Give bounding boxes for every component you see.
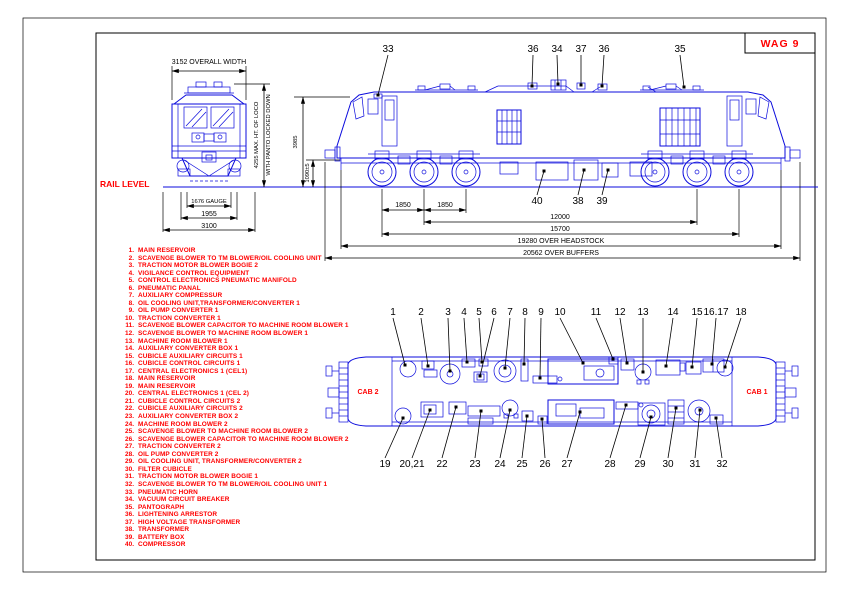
- bogie-2: [641, 151, 753, 186]
- parts-list-item: 32. SCAVENGE BLOWER TO TM BLOWER/OIL COOLING UNIT 1: [125, 480, 328, 488]
- roof-cap: [174, 95, 244, 104]
- callout-22: 22: [436, 459, 448, 470]
- front-view-dimensions: [163, 59, 350, 232]
- parts-list-item: 11. SCAVENGE BLOWER CAPACITOR TO MACHINE ROOM BLOWER 1: [125, 322, 349, 330]
- roof-equipment: [374, 80, 704, 98]
- callout-37: 37: [575, 44, 587, 55]
- callout-39: 39: [596, 196, 608, 207]
- side-view-drawing: [325, 80, 800, 186]
- nose-face-right: [776, 362, 785, 422]
- callout-25-target: [526, 415, 529, 418]
- parts-list-item: 39. BATTERY BOX: [125, 533, 185, 541]
- parts-list-item: 26. SCAVENGE BLOWER CAPACITOR TO MACHINE ROOM BLOWER 2: [125, 435, 349, 443]
- cab2-windshield: [353, 97, 364, 119]
- parts-list-item: 14. AUXILIARY CONVERTER BOX 1: [125, 345, 239, 353]
- callout-33: 33: [382, 44, 394, 55]
- callout-2: 2: [418, 307, 424, 318]
- callout-26-target: [541, 418, 544, 421]
- callout-15-target: [691, 366, 694, 369]
- parts-list-item: 21. CUBICLE CONTROL CIRCUITS 2: [125, 397, 241, 405]
- callout-35: 35: [674, 44, 686, 55]
- drawing-title: WAG 9: [760, 38, 800, 50]
- machine-room-grille-2: [660, 108, 700, 146]
- cab1-label: CAB 1: [746, 389, 768, 396]
- callout-10: 10: [554, 307, 566, 318]
- dim-15700: 15700: [550, 226, 570, 233]
- compressor-box: [536, 162, 568, 180]
- dim-1955: 1955: [201, 211, 217, 218]
- parts-list-item: 23. AUXILIARY CONVERTER BOX 2: [125, 413, 239, 421]
- parts-list-item: 5. CONTROL ELECTRONICS PNEUMATIC MANIFOLD: [128, 277, 297, 285]
- callout-16.17-target: [711, 363, 714, 366]
- callout-23: 23: [469, 459, 481, 470]
- callout-36-target: [531, 85, 534, 88]
- callout-15: 15: [691, 307, 703, 318]
- parts-list-item: 27. TRACTION CONVERTER 2: [125, 443, 221, 451]
- parts-list-item: 36. LIGHTENING ARRESTOR: [125, 511, 218, 519]
- callout-13-target: [642, 371, 645, 374]
- callout-23-target: [480, 410, 483, 413]
- callout-36-target: [601, 85, 604, 88]
- callout-8: 8: [522, 307, 528, 318]
- machine-room-grille-1: [497, 110, 521, 144]
- dim-overall-width: 3152 OVERALL WIDTH: [171, 59, 247, 66]
- parts-list-item: 17. CENTRAL ELECTRONICS 1 (CEL1): [125, 367, 248, 375]
- headlight-left: [192, 133, 204, 142]
- pantograph-2: [640, 84, 704, 90]
- parts-list-item: 20. CENTRAL ELECTRONICS 1 (CEL 2): [125, 390, 250, 398]
- dim-19280: 19280 OVER HEADSTOCK: [517, 238, 605, 245]
- dim-buffer-height: 1090±5: [305, 163, 311, 183]
- cab1-door: [727, 96, 742, 146]
- callout-32: 32: [716, 459, 728, 470]
- parts-list-item: 16. CUBICLE CONTROL CIRCUITS 1: [125, 360, 241, 368]
- callout-34: 34: [551, 44, 563, 55]
- parts-list-item: 6. PNEUMATIC PANAL: [128, 284, 201, 292]
- callout-24-target: [509, 409, 512, 412]
- callout-38: 38: [572, 196, 584, 207]
- callout-9-target: [539, 377, 542, 380]
- front-body: [172, 104, 246, 158]
- callout-29-target: [650, 416, 653, 419]
- callout-30-target: [675, 407, 678, 410]
- parts-list-item: 34. VACUUM CIRCUIT BREAKER: [125, 496, 230, 504]
- callout-18: 18: [735, 307, 747, 318]
- parts-list-item: 22. CUBICLE AUXILIARY CIRCUITS 2: [125, 405, 243, 413]
- dim-max-height-1: 4255 MAX. HT. OF LOCO: [254, 101, 260, 169]
- parts-list-item: 19. MAIN RESERVOIR: [125, 382, 196, 390]
- callout-8-target: [523, 363, 526, 366]
- side-body: [337, 92, 785, 158]
- parts-list-item: 2. SCAVENGE BLOWER TO TM BLOWER/OIL COOLING UNIT: [128, 254, 322, 262]
- callout-20,21: 20,21: [399, 459, 425, 470]
- callout-10-target: [582, 362, 585, 365]
- parts-list-item: 3. TRACTION MOTOR BLOWER BOGIE 2: [128, 262, 259, 270]
- callout-36: 36: [598, 44, 610, 55]
- callout-34-target: [557, 83, 560, 86]
- callout-25: 25: [516, 459, 528, 470]
- callout-28: 28: [604, 459, 616, 470]
- bogie-1: [368, 151, 480, 186]
- callout-39-target: [607, 169, 610, 172]
- callout-13: 13: [637, 307, 649, 318]
- callout-14: 14: [667, 307, 679, 318]
- callout-16.17: 16.17: [703, 307, 729, 318]
- parts-list-item: 7. AUXILIARY COMPRESSUR: [128, 292, 223, 300]
- dim-1850-a: 1850: [395, 202, 411, 209]
- plan-buffers-right: [785, 366, 798, 418]
- parts-list-item: 4. VIGILANCE CONTROL EQUIPMENT: [128, 269, 250, 277]
- callout-24: 24: [494, 459, 506, 470]
- callout-5: 5: [476, 307, 482, 318]
- callout-1: 1: [390, 307, 396, 318]
- side-view-top-callouts: [377, 44, 686, 97]
- dim-1850-b: 1850: [437, 202, 453, 209]
- callout-28-target: [625, 404, 628, 407]
- parts-list-item: 31. TRACTION MOTOR BLOWER BOGIE 1: [125, 473, 259, 481]
- parts-list: [119, 247, 469, 549]
- parts-list-item: 15. CUBICLE AUXILIARY CIRCUITS 1: [125, 352, 243, 360]
- callout-9: 9: [538, 307, 544, 318]
- dim-roof-height: 3985: [293, 135, 299, 149]
- callout-18-target: [724, 366, 727, 369]
- parts-list-item: 35. PANTOGRAPH: [125, 503, 185, 511]
- parts-list-item: 33. PNEUMATIC HORN: [125, 488, 198, 496]
- pantograph-1: [415, 84, 478, 90]
- rail-level-label: RAIL LEVEL: [100, 179, 150, 189]
- dim-12000: 12000: [550, 214, 570, 221]
- callout-26: 26: [539, 459, 551, 470]
- parts-list-item: 13. MACHINE ROOM BLOWER 1: [125, 337, 228, 345]
- callout-6-target: [479, 375, 482, 378]
- callout-27: 27: [561, 459, 573, 470]
- callout-30: 30: [662, 459, 674, 470]
- callout-11: 11: [590, 307, 602, 318]
- parts-list-item: 30. FILTER CUBICLE: [125, 465, 192, 473]
- parts-list-item: 28. OIL PUMP CONVERTER 2: [125, 450, 219, 458]
- parts-list-item: 38. TRANSFORMER: [125, 526, 190, 534]
- callout-40: 40: [531, 196, 543, 207]
- parts-list-item: 12. SCAVENGE BLOWER TO MACHINE ROOM BLOWER 1: [125, 330, 309, 338]
- battery-box: [602, 163, 618, 177]
- parts-list-item: 18. MAIN RESERVOIR: [125, 375, 196, 383]
- callout-19: 19: [379, 459, 391, 470]
- side-buffer-right: [790, 150, 800, 158]
- cab2-label: CAB 2: [357, 389, 379, 396]
- callout-12: 12: [614, 307, 626, 318]
- dim-max-height-2: WITH PANTO LOCKED DOWN: [266, 94, 272, 176]
- dim-gauge: 1676 GAUGE: [191, 199, 227, 205]
- callout-31-target: [699, 409, 702, 412]
- parts-list-item: 25. SCAVENGE BLOWER TO MACHINE ROOM BLOWER 2: [125, 428, 309, 436]
- cab2-door: [382, 96, 397, 146]
- side-buffer-left: [325, 150, 335, 158]
- parts-list-item: 10. TRACTION CONVERTER 1: [125, 314, 221, 322]
- callout-6: 6: [491, 307, 497, 318]
- parts-list-item: 9. OIL PUMP CONVERTER 1: [128, 307, 219, 315]
- callout-14-target: [665, 365, 668, 368]
- callout-31: 31: [689, 459, 701, 470]
- panto-base: [188, 87, 230, 93]
- parts-list-item: 40. COMPRESSOR: [125, 541, 186, 549]
- headlight-right: [214, 133, 226, 142]
- callout-37-target: [580, 84, 583, 87]
- parts-list-item: 29. OIL COOLING UNIT, TRANSFORMER/CONVERTER 2: [125, 458, 302, 466]
- callout-40-target: [543, 170, 546, 173]
- callout-38-target: [583, 169, 586, 172]
- dim-3100: 3100: [201, 223, 217, 230]
- callout-32-target: [715, 417, 718, 420]
- callout-4: 4: [461, 307, 467, 318]
- callout-29: 29: [634, 459, 646, 470]
- callout-7-target: [504, 367, 507, 370]
- callout-7: 7: [507, 307, 513, 318]
- callout-11-target: [612, 358, 615, 361]
- cab1-windshield: [758, 97, 769, 119]
- front-view-drawing: [172, 82, 246, 181]
- callout-33-target: [377, 94, 380, 97]
- callout-35-target: [683, 86, 686, 89]
- parts-list-item: 24. MACHINE ROOM BLOWER 2: [125, 420, 228, 428]
- parts-list-item: 1. MAIN RESERVOIR: [128, 247, 196, 254]
- parts-list-item: 8. OIL COOLING UNIT,TRANSFORMER/CONVERTER 1: [128, 299, 300, 307]
- callout-27-target: [579, 411, 582, 414]
- callout-12-target: [626, 362, 629, 365]
- dim-20562: 20562 OVER BUFFERS: [523, 250, 599, 257]
- parts-list-item: 37. HIGH VOLTAGE TRANSFORMER: [125, 518, 241, 526]
- callout-3: 3: [445, 307, 451, 318]
- callout-36: 36: [527, 44, 539, 55]
